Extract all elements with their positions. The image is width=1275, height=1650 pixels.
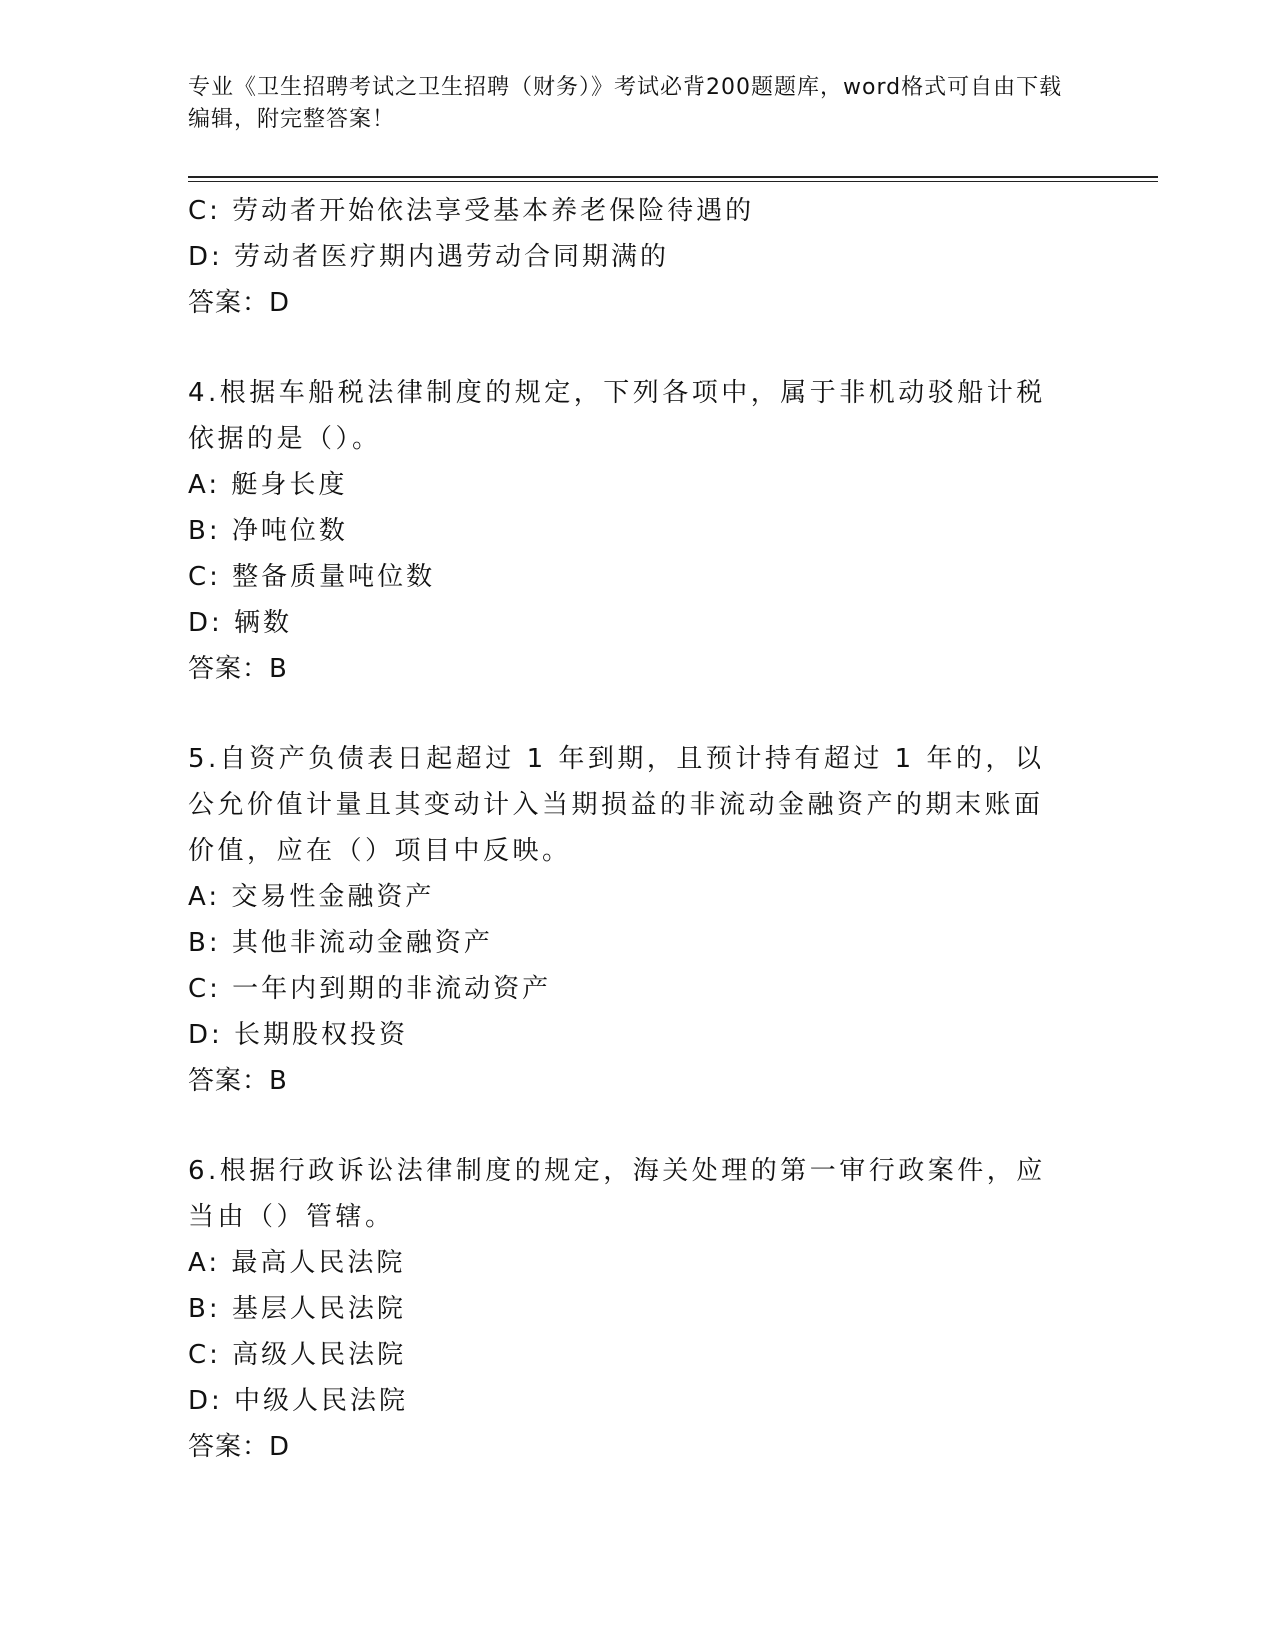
header-rule-thick: [188, 176, 1158, 178]
page-header: 专业《卫生招聘考试之卫生招聘（财务）》考试必背200题题库，word格式可自由下载编辑，附完整答案！: [188, 75, 1063, 132]
question-stem: 4.根据车船税法律制度的规定，下列各项中，属于非机动驳船计税依据的是（）。: [188, 378, 1046, 454]
question-list: [188, 188, 1068, 1470]
question-item-6: [188, 1148, 1068, 1470]
question-item-3: [188, 188, 1068, 326]
header-rule-thin: [188, 181, 1158, 182]
option-b: B: 基层人民法院: [188, 1294, 406, 1324]
option-d: D: 长期股权投资: [188, 1020, 409, 1050]
option-c: C: 高级人民法院: [188, 1340, 407, 1370]
answer-line: 答案：D: [188, 1432, 291, 1462]
answer-line: 答案：D: [188, 288, 291, 318]
option-a: A: 艇身长度: [188, 470, 348, 500]
option-c: C: 劳动者开始依法享受基本养老保险待遇的: [188, 196, 755, 226]
option-a: A: 最高人民法院: [188, 1248, 406, 1278]
option-b: B: 净吨位数: [188, 516, 348, 546]
question-item-4: [188, 370, 1068, 692]
option-c: C: 整备质量吨位数: [188, 562, 436, 592]
answer-line: 答案：B: [188, 654, 288, 684]
option-d: D: 劳动者医疗期内遇劳动合同期满的: [188, 242, 670, 272]
question-stem: 6.根据行政诉讼法律制度的规定，海关处理的第一审行政案件，应当由（）管辖。: [188, 1156, 1046, 1232]
question-stem: 5.自资产负债表日起超过 1 年到期，且预计持有超过 1 年的，以公允价值计量且其变动计入当期损益的非流动金融资产的期末账面价值，应在（）项目中反映。: [188, 744, 1045, 866]
answer-line: 答案：B: [188, 1066, 288, 1096]
option-d: D: 中级人民法院: [188, 1386, 409, 1416]
option-c: C: 一年内到期的非流动资产: [188, 974, 552, 1004]
option-a: A: 交易性金融资产: [188, 882, 435, 912]
question-item-5: [188, 736, 1068, 1104]
option-b: B: 其他非流动金融资产: [188, 928, 493, 958]
option-d: D: 辆数: [188, 608, 293, 638]
